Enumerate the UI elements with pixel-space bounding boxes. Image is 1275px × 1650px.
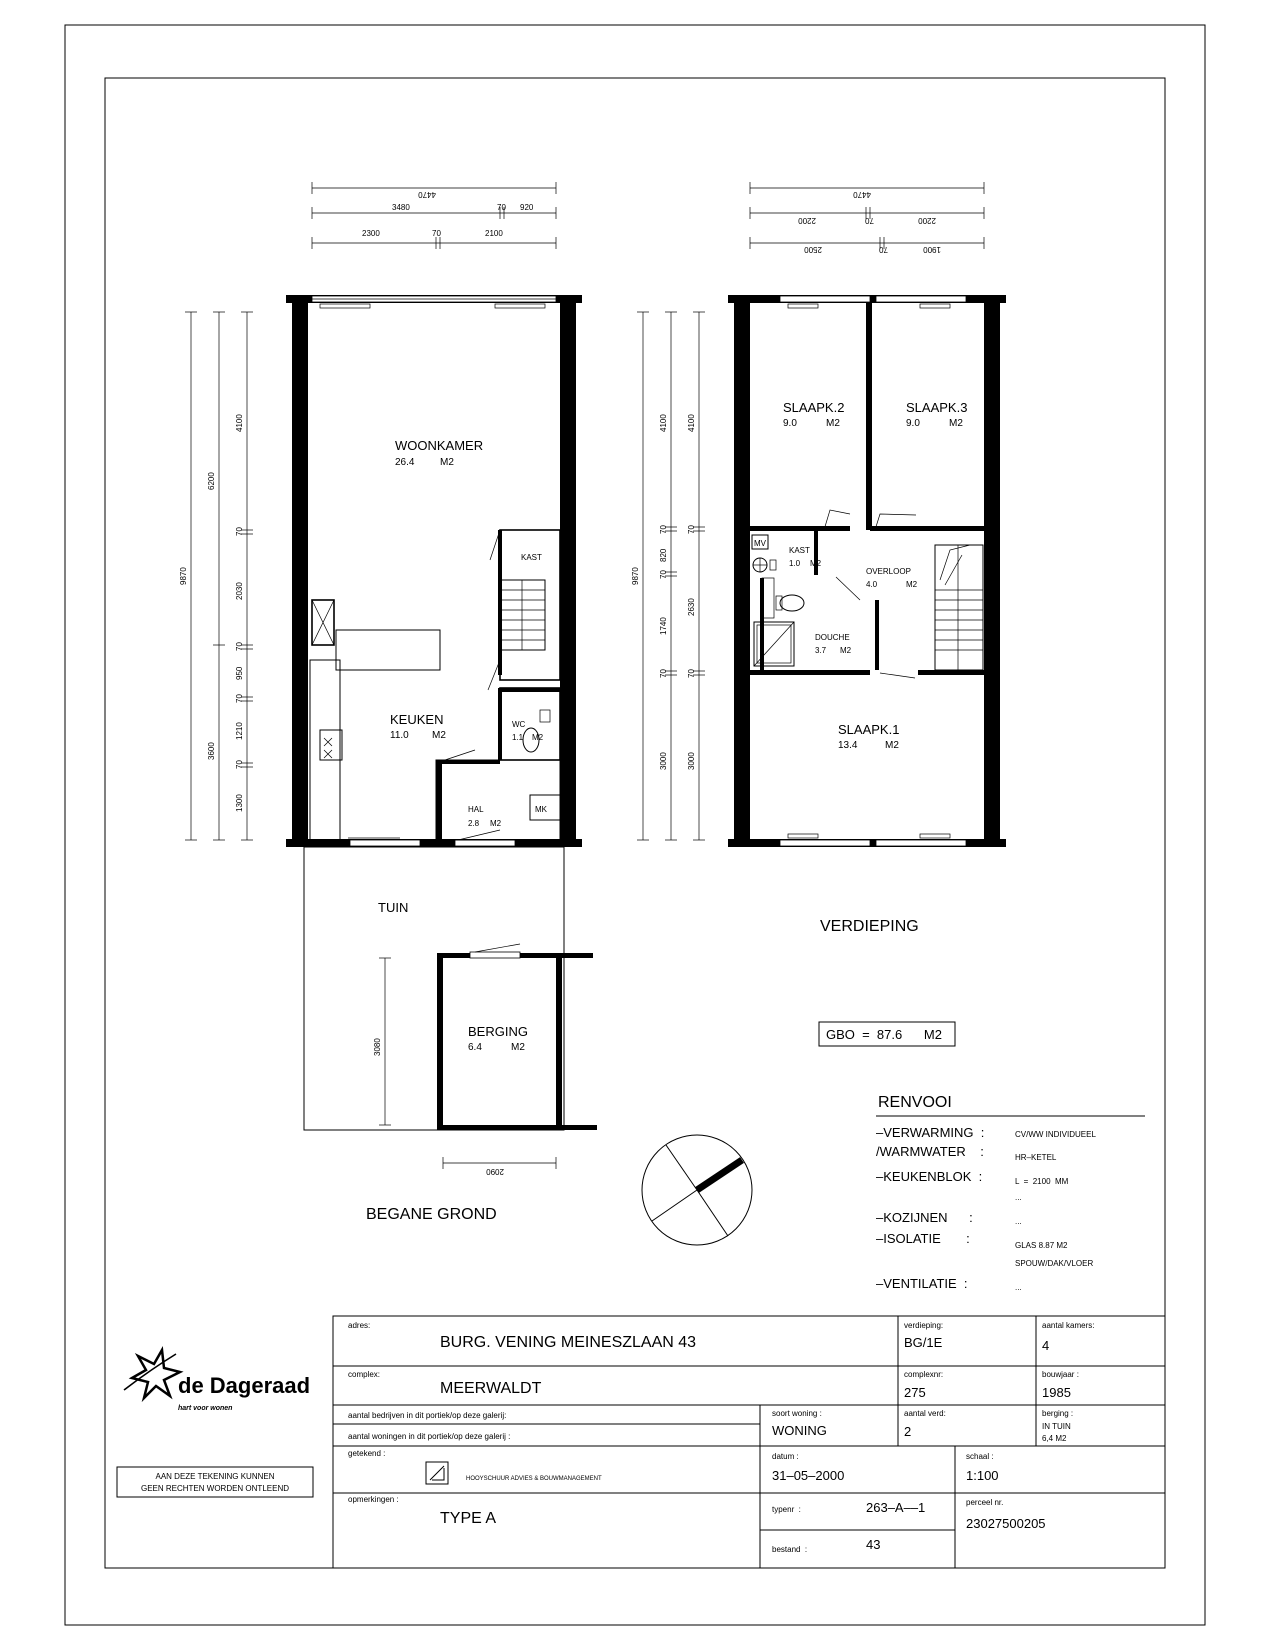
svg-text:–KEUKENBLOK :: –KEUKENBLOK : <box>876 1169 983 1184</box>
logo-tagline: hart voor wonen <box>178 1405 233 1412</box>
svg-text:70: 70 <box>687 525 696 534</box>
svg-text:70: 70 <box>865 216 874 225</box>
berging-wall-right <box>556 953 562 1130</box>
woonkamer-label: WOONKAMER <box>395 438 484 453</box>
svg-text:2300: 2300 <box>362 229 380 238</box>
svg-text:HR–KETEL: HR–KETEL <box>1015 1153 1057 1162</box>
kast-bg-label: KAST <box>521 553 542 562</box>
upper-floor-plan <box>631 182 1006 935</box>
svg-text:M2: M2 <box>826 418 840 429</box>
svg-text:70: 70 <box>879 245 888 254</box>
slaapk3-label: SLAAPK.3 <box>906 400 968 415</box>
svg-text:1300: 1300 <box>235 794 244 812</box>
svg-text:...: ... <box>1015 1217 1022 1226</box>
svg-text:getekend :: getekend : <box>348 1449 386 1458</box>
datum-value: 31–05–2000 <box>772 1468 845 1483</box>
keuken-area: 11.0 <box>390 730 409 741</box>
svg-text:schaal :: schaal : <box>966 1452 994 1461</box>
ground-floor-plan <box>179 182 597 1223</box>
svg-text:perceel nr.: perceel nr. <box>966 1498 1004 1507</box>
svg-text:70: 70 <box>235 760 244 769</box>
renvooi-title: RENVOOI <box>878 1094 952 1111</box>
svg-text:M2: M2 <box>906 580 918 589</box>
svg-text:4.0: 4.0 <box>866 580 878 589</box>
complex-value: MEERWALDT <box>440 1380 542 1397</box>
svg-text:6.4: 6.4 <box>468 1042 482 1053</box>
verdieping-caption: VERDIEPING <box>820 918 919 935</box>
svg-text:3000: 3000 <box>659 752 668 770</box>
toilet-icon-vd <box>780 595 804 611</box>
svg-text:GEEN RECHTEN WORDEN ONTLEEND: GEEN RECHTEN WORDEN ONTLEEND <box>140 1484 290 1493</box>
svg-text:3080: 3080 <box>373 1038 382 1056</box>
svg-text:AAN DEZE TEKENING KUNNEN: AAN DEZE TEKENING KUNNEN <box>155 1472 275 1481</box>
adres-value: BURG. VENING MEINESZLAAN 43 <box>440 1334 697 1351</box>
svg-text:2030: 2030 <box>235 582 244 600</box>
svg-text:L = 2100 MM: L = 2100 MM <box>1015 1177 1069 1186</box>
svg-text:M2: M2 <box>432 730 446 741</box>
svg-text:verdieping:: verdieping: <box>904 1321 944 1330</box>
svg-text:M2: M2 <box>885 740 899 751</box>
svg-text:4100: 4100 <box>687 414 696 432</box>
bg-stair <box>500 580 545 650</box>
slaapk2-label: SLAAPK.2 <box>783 400 845 415</box>
bg-front-door <box>455 840 515 846</box>
svg-text:1900: 1900 <box>923 245 941 254</box>
typenr-value: 263–A––1 <box>866 1500 926 1515</box>
svg-text:2: 2 <box>904 1424 912 1439</box>
svg-text:BG/1E: BG/1E <box>904 1335 943 1350</box>
svg-text:M2: M2 <box>440 457 454 468</box>
svg-text:aantal bedrijven in dit portie: aantal bedrijven in dit portiek/op deze galerij: <box>348 1411 507 1420</box>
svg-text:soort woning :: soort woning : <box>772 1409 822 1418</box>
svg-text:2500: 2500 <box>804 245 822 254</box>
svg-text:920: 920 <box>520 203 534 212</box>
svg-text:70: 70 <box>235 642 244 651</box>
bestand-value: 43 <box>866 1537 881 1552</box>
begane-grond-caption: BEGANE GROND <box>366 1206 497 1223</box>
svg-text:4: 4 <box>1042 1338 1050 1353</box>
douche-label: DOUCHE <box>815 633 850 642</box>
vd-wall-left <box>734 295 750 847</box>
vd-wall-right <box>984 295 1000 847</box>
svg-text:9.0: 9.0 <box>783 418 797 429</box>
svg-text:275: 275 <box>904 1385 926 1400</box>
berging-wall-left <box>437 953 443 1130</box>
svg-text:1.1: 1.1 <box>512 733 524 742</box>
svg-text:–ISOLATIE :: –ISOLATIE : <box>876 1231 970 1246</box>
kast-vd-label: KAST <box>789 546 810 555</box>
svg-text:9870: 9870 <box>631 567 640 585</box>
svg-text:complexnr:: complexnr: <box>904 1370 944 1379</box>
svg-text:typenr :: typenr : <box>772 1505 801 1514</box>
svg-text:70: 70 <box>659 669 668 678</box>
vd-window-top-left <box>780 296 870 302</box>
svg-text:M2: M2 <box>840 646 852 655</box>
svg-text:820: 820 <box>659 548 668 562</box>
logo-name: de Dageraad <box>178 1373 311 1398</box>
svg-text:bouwjaar :: bouwjaar : <box>1042 1370 1079 1379</box>
vd-window-bottom-left <box>780 840 870 846</box>
svg-text:9870: 9870 <box>179 567 188 585</box>
svg-text:bestand :: bestand : <box>772 1545 808 1554</box>
svg-text:2200: 2200 <box>918 216 936 225</box>
woonkamer-area: 26.4 <box>395 457 415 468</box>
bureau-name: HOOYSCHUUR ADVIES & BOUWMANAGEMENT <box>466 1476 602 1482</box>
svg-text:adres:: adres: <box>348 1321 371 1330</box>
svg-text:M2: M2 <box>810 559 822 568</box>
berging-wall-bottom <box>437 1125 597 1130</box>
svg-text:–KOZIJNEN :: –KOZIJNEN : <box>876 1210 973 1225</box>
svg-text:9.0: 9.0 <box>906 418 920 429</box>
svg-text:M2: M2 <box>949 418 963 429</box>
svg-text:13.4: 13.4 <box>838 740 858 751</box>
svg-text:M2: M2 <box>490 819 502 828</box>
svg-text:–VENTILATIE :: –VENTILATIE : <box>876 1276 968 1291</box>
slaapk1-label: SLAAPK.1 <box>838 722 900 737</box>
keuken-label: KEUKEN <box>390 712 444 727</box>
svg-text:opmerkingen :: opmerkingen : <box>348 1495 399 1504</box>
svg-text:4470: 4470 <box>853 190 871 199</box>
svg-text:...: ... <box>1015 1283 1022 1292</box>
svg-text:70: 70 <box>687 669 696 678</box>
vd-window-bottom-right <box>876 840 966 846</box>
svg-text:6,4 M2: 6,4 M2 <box>1042 1434 1067 1443</box>
title-block <box>333 1316 1165 1568</box>
svg-text:complex:: complex: <box>348 1370 381 1379</box>
hal-label: HAL <box>468 805 484 814</box>
svg-text:3600: 3600 <box>207 742 216 760</box>
svg-text:1.0: 1.0 <box>789 559 801 568</box>
svg-text:3.7: 3.7 <box>815 646 827 655</box>
svg-text:/WARMWATER :: /WARMWATER : <box>876 1144 984 1159</box>
vd-stair <box>935 545 983 670</box>
svg-text:950: 950 <box>235 666 244 680</box>
svg-text:aantal verd:: aantal verd: <box>904 1409 946 1418</box>
renvooi <box>876 1094 1145 1292</box>
gbo-value: GBO = 87.6 M2 <box>826 1027 942 1042</box>
mv-label: MV <box>754 539 766 548</box>
overloop-label: OVERLOOP <box>866 567 911 576</box>
svg-text:4100: 4100 <box>235 414 244 432</box>
north-arrow-icon <box>642 1135 752 1245</box>
svg-text:1740: 1740 <box>659 617 668 635</box>
svg-text:...: ... <box>1015 1193 1022 1202</box>
vd-wall-bedroom-split <box>866 303 872 530</box>
tuin-label: TUIN <box>378 900 409 915</box>
bg-hal <box>436 760 560 840</box>
vd-window-top-right <box>876 296 966 302</box>
kitchen-counter <box>310 660 340 840</box>
svg-text:1210: 1210 <box>235 722 244 740</box>
svg-text:IN TUIN: IN TUIN <box>1042 1422 1071 1431</box>
svg-text:2090: 2090 <box>486 1167 504 1176</box>
svg-text:2630: 2630 <box>687 598 696 616</box>
garden-outline <box>304 847 564 1130</box>
svg-text:70: 70 <box>235 694 244 703</box>
svg-text:2.8: 2.8 <box>468 819 480 828</box>
opmerkingen-value: TYPE A <box>440 1510 497 1527</box>
svg-text:70: 70 <box>432 229 441 238</box>
svg-text:4470: 4470 <box>418 190 436 199</box>
berging-door <box>470 952 520 958</box>
bg-wc <box>500 688 560 760</box>
svg-text:M2: M2 <box>511 1042 525 1053</box>
perceel-value: 23027500205 <box>966 1516 1046 1531</box>
svg-text:2100: 2100 <box>485 229 503 238</box>
mk-label: MK <box>535 805 547 814</box>
svg-text:aantal woningen in dit portiek: aantal woningen in dit portiek/op deze galerij : <box>348 1432 511 1441</box>
kitchen-bar <box>336 630 440 670</box>
schaal-value: 1:100 <box>966 1468 999 1483</box>
bg-wall-right <box>560 295 576 847</box>
svg-text:70: 70 <box>235 527 244 536</box>
svg-text:datum :: datum : <box>772 1452 799 1461</box>
svg-text:6200: 6200 <box>207 472 216 490</box>
berging-label: BERGING <box>468 1024 528 1039</box>
svg-text:GLAS 8.87 M2: GLAS 8.87 M2 <box>1015 1241 1068 1250</box>
logo <box>124 1350 310 1412</box>
svg-text:aantal kamers:: aantal kamers: <box>1042 1321 1095 1330</box>
svg-text:SPOUW/DAK/VLOER: SPOUW/DAK/VLOER <box>1015 1259 1094 1268</box>
svg-text:CV/WW INDIVIDUEEL: CV/WW INDIVIDUEEL <box>1015 1130 1096 1139</box>
wc-label: WC <box>512 720 526 729</box>
svg-text:2200: 2200 <box>798 216 816 225</box>
svg-text:M2: M2 <box>532 733 544 742</box>
svg-text:–VERWARMING :: –VERWARMING : <box>876 1125 985 1140</box>
svg-text:1985: 1985 <box>1042 1385 1071 1400</box>
svg-text:70: 70 <box>659 525 668 534</box>
svg-text:berging :: berging : <box>1042 1409 1074 1418</box>
svg-text:3000: 3000 <box>687 752 696 770</box>
bg-wall-left <box>292 295 308 847</box>
svg-text:70: 70 <box>497 203 506 212</box>
svg-text:4100: 4100 <box>659 414 668 432</box>
svg-text:70: 70 <box>659 570 668 579</box>
bg-window-bottom <box>350 840 420 846</box>
svg-text:3480: 3480 <box>392 203 410 212</box>
svg-text:WONING: WONING <box>772 1423 827 1438</box>
